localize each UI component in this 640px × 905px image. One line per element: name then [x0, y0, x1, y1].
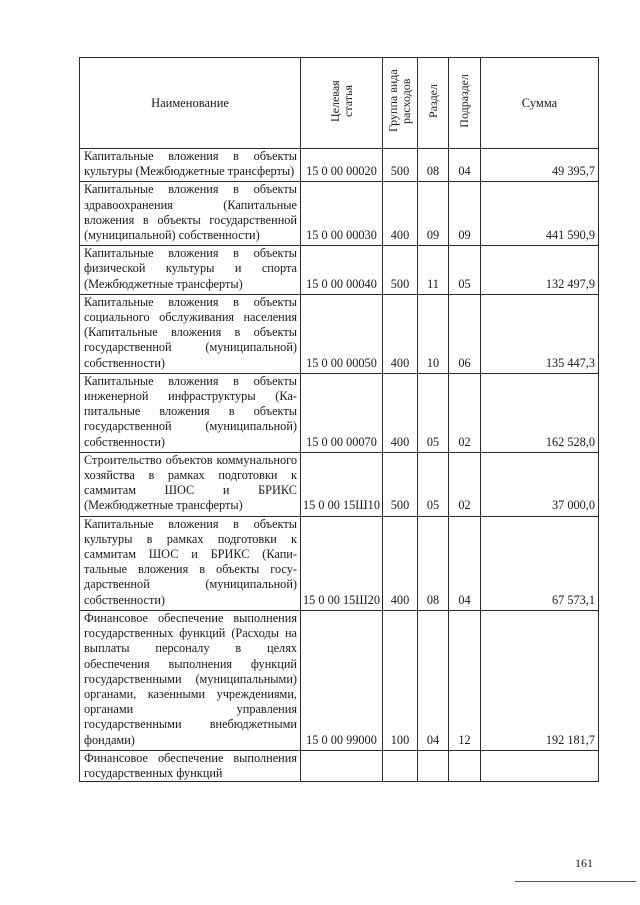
table-row — [80, 516, 599, 610]
row-group: 100 — [383, 610, 418, 750]
row-subsection: 02 — [449, 452, 481, 516]
row-subsection: 04 — [449, 149, 481, 182]
row-name: Капитальные вложения в объекты физической культуры и спорта (Межбюджетные трансферты) — [80, 246, 301, 295]
row-group: 400 — [383, 373, 418, 452]
row-sum: 162 528,0 — [481, 373, 599, 452]
table-row — [80, 182, 599, 246]
header-subsection-label: Подраздел — [457, 74, 471, 128]
header-group-label: Группа вида расходов — [386, 69, 413, 133]
row-sum: 67 573,1 — [481, 516, 599, 610]
row-name: Капитальные вложения в объекты культуры (Межбюджетные трансферты) — [80, 149, 301, 182]
row-subsection: 04 — [449, 516, 481, 610]
row-section: 10 — [418, 294, 449, 373]
row-sum: 192 181,7 — [481, 610, 599, 750]
row-sum: 49 395,7 — [481, 149, 599, 182]
header-group — [383, 58, 418, 149]
table-row — [80, 294, 599, 373]
table-header-row — [80, 58, 599, 149]
row-target: 15 0 00 00050 — [301, 294, 383, 373]
row-target: 15 0 00 00030 — [301, 182, 383, 246]
row-name: Капитальные вложения в объекты инженерной инфраструктуры (Капитальные вложения в объекты государственной (муниципальной) собственности) — [80, 373, 301, 452]
table-row — [80, 246, 599, 295]
header-target-label: Целевая статья — [327, 80, 355, 122]
table-row — [80, 750, 599, 781]
row-target: 15 0 00 00040 — [301, 246, 383, 295]
row-subsection — [449, 750, 481, 781]
table-row — [80, 452, 599, 516]
row-name: Финансовое обеспечение выполнения государственных функций (Расходы на выплаты персоналу в целях обеспечения выполнения функций государственными (муниципальными) органами, казенными учреждениями, органами управления государственными внебюджетными фондами) — [80, 610, 301, 750]
row-group: 500 — [383, 246, 418, 295]
row-name: Капитальные вложения в объекты здравоохранения (Капитальные вложения в объекты государственной (муниципальной) собственности) — [80, 182, 301, 246]
row-sum: 441 590,9 — [481, 182, 599, 246]
header-section — [418, 58, 449, 149]
row-subsection: 05 — [449, 246, 481, 295]
row-subsection: 02 — [449, 373, 481, 452]
header-name: Наименование — [80, 58, 301, 149]
row-sum: 135 447,3 — [481, 294, 599, 373]
row-target: 15 0 00 15Ш10 — [301, 452, 383, 516]
row-sum: 132 497,9 — [481, 246, 599, 295]
table-row — [80, 373, 599, 452]
row-section: 08 — [418, 149, 449, 182]
row-subsection: 09 — [449, 182, 481, 246]
page-number: 161 — [575, 856, 593, 870]
header-section-label: Раздел — [425, 84, 440, 118]
row-section: 04 — [418, 610, 449, 750]
row-section: 09 — [418, 182, 449, 246]
row-group: 400 — [383, 294, 418, 373]
row-name: Капитальные вложения в объекты культуры в рамках подготовки к саммитам ШОС и БРИКС (Капитальные вложения в объекты государственной (муниципальной) собственности) — [80, 516, 301, 610]
row-target: 15 0 00 15Ш20 — [301, 516, 383, 610]
row-subsection: 06 — [449, 294, 481, 373]
row-group: 500 — [383, 452, 418, 516]
row-group: 400 — [383, 516, 418, 610]
header-sum: Сумма — [481, 58, 599, 149]
row-target: 15 0 00 00070 — [301, 373, 383, 452]
row-target — [301, 750, 383, 781]
header-subsection — [449, 58, 481, 149]
row-section: 08 — [418, 516, 449, 610]
header-target — [301, 58, 383, 149]
row-section: 11 — [418, 246, 449, 295]
row-target: 15 0 00 00020 — [301, 149, 383, 182]
row-group — [383, 750, 418, 781]
row-target: 15 0 00 99000 — [301, 610, 383, 750]
row-group: 500 — [383, 149, 418, 182]
row-sum: 37 000,0 — [481, 452, 599, 516]
row-section: 05 — [418, 373, 449, 452]
table-row — [80, 610, 599, 750]
table-row — [80, 149, 599, 182]
row-section — [418, 750, 449, 781]
footer-divider — [515, 881, 636, 882]
row-subsection: 12 — [449, 610, 481, 750]
budget-table — [79, 57, 599, 782]
row-name: Строительство объектов коммунального хозяйства в рамках подготовки к саммитам ШОС и БРИКС (Межбюджетные трансферты) — [80, 452, 301, 516]
row-name: Финансовое обеспечение выполнения государственных функций — [80, 750, 301, 781]
row-section: 05 — [418, 452, 449, 516]
row-sum — [481, 750, 599, 781]
row-group: 400 — [383, 182, 418, 246]
row-name: Капитальные вложения в объекты социального обслуживания населения (Капитальные вложения в объекты государственной (муниципальной) собственности) — [80, 294, 301, 373]
